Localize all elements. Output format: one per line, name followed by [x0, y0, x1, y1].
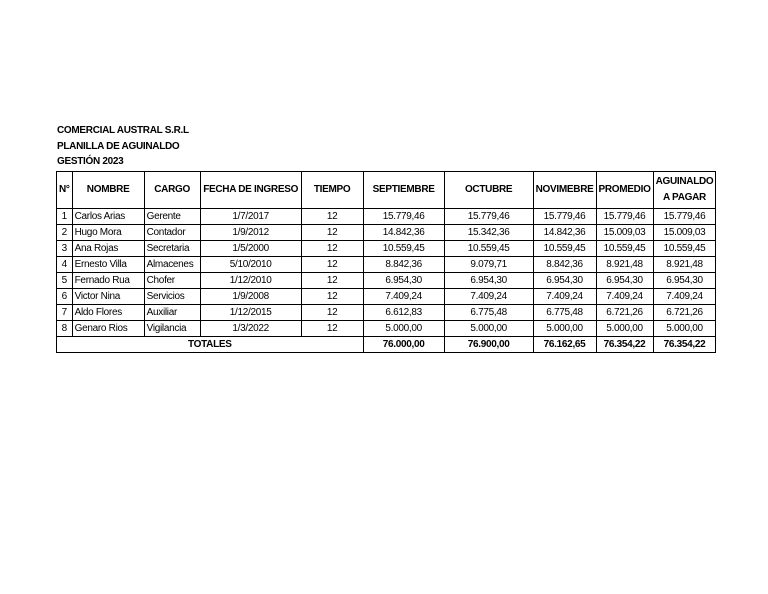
employee-position: Auxiliar — [144, 305, 200, 321]
employee-name: Ernesto Villa — [72, 257, 144, 273]
hire-date: 1/3/2022 — [200, 321, 301, 337]
october-salary: 9.079,71 — [444, 257, 533, 273]
months-worked: 12 — [301, 289, 363, 305]
total-promedio: 76.354,22 — [596, 337, 653, 353]
col-header-nombre: NOMBRE — [72, 172, 144, 209]
row-number: 8 — [57, 321, 73, 337]
table-row — [57, 273, 716, 289]
october-salary: 15.779,46 — [444, 209, 533, 225]
hire-date: 1/12/2015 — [200, 305, 301, 321]
employee-position: Servicios — [144, 289, 200, 305]
average-salary: 15.009,03 — [596, 225, 653, 241]
september-salary: 6.612,83 — [363, 305, 444, 321]
row-number: 5 — [57, 273, 73, 289]
september-salary: 7.409,24 — [363, 289, 444, 305]
months-worked: 12 — [301, 305, 363, 321]
bonus-amount: 6.721,26 — [653, 305, 716, 321]
col-header-tiempo: TIEMPO — [301, 172, 363, 209]
bonus-amount: 8.921,48 — [653, 257, 716, 273]
table-header-row — [57, 172, 716, 209]
employee-name: Victor Nina — [72, 289, 144, 305]
employee-name: Hugo Mora — [72, 225, 144, 241]
november-salary: 8.842,36 — [533, 257, 596, 273]
average-salary: 7.409,24 — [596, 289, 653, 305]
october-salary: 6.775,48 — [444, 305, 533, 321]
hire-date: 5/10/2010 — [200, 257, 301, 273]
months-worked: 12 — [301, 209, 363, 225]
table-row — [57, 289, 716, 305]
col-header-n: N° — [57, 172, 73, 209]
total-aguinaldo: 76.354,22 — [653, 337, 716, 353]
total-septiembre: 76.000,00 — [363, 337, 444, 353]
average-salary: 6.721,26 — [596, 305, 653, 321]
september-salary: 14.842,36 — [363, 225, 444, 241]
months-worked: 12 — [301, 321, 363, 337]
totals-row — [57, 337, 716, 353]
october-salary: 7.409,24 — [444, 289, 533, 305]
row-number: 4 — [57, 257, 73, 273]
average-salary: 5.000,00 — [596, 321, 653, 337]
november-salary: 15.779,46 — [533, 209, 596, 225]
col-header-noviembre: NOVIMEBRE — [533, 172, 596, 209]
row-number: 7 — [57, 305, 73, 321]
employee-position: Gerente — [144, 209, 200, 225]
employee-position: Chofer — [144, 273, 200, 289]
employee-name: Ana Rojas — [72, 241, 144, 257]
col-header-cargo: CARGO — [144, 172, 200, 209]
average-salary: 8.921,48 — [596, 257, 653, 273]
hire-date: 1/9/2012 — [200, 225, 301, 241]
employee-name: Fernado Rua — [72, 273, 144, 289]
november-salary: 6.775,48 — [533, 305, 596, 321]
october-salary: 10.559,45 — [444, 241, 533, 257]
document-title: PLANILLA DE AGUINALDO — [57, 141, 180, 152]
table-row — [57, 321, 716, 337]
row-number: 1 — [57, 209, 73, 225]
bonus-amount: 10.559,45 — [653, 241, 716, 257]
table-row — [57, 305, 716, 321]
september-salary: 15.779,46 — [363, 209, 444, 225]
total-noviembre: 76.162,65 — [533, 337, 596, 353]
september-salary: 10.559,45 — [363, 241, 444, 257]
bonus-amount: 15.009,03 — [653, 225, 716, 241]
table-row — [57, 241, 716, 257]
col-header-aguinaldo: AGUINALDO A PAGAR — [653, 172, 716, 209]
months-worked: 12 — [301, 273, 363, 289]
september-salary: 5.000,00 — [363, 321, 444, 337]
total-octubre: 76.900,00 — [444, 337, 533, 353]
september-salary: 6.954,30 — [363, 273, 444, 289]
totals-label: TOTALES — [57, 337, 364, 353]
average-salary: 6.954,30 — [596, 273, 653, 289]
employee-name: Genaro Rios — [72, 321, 144, 337]
table-row — [57, 257, 716, 273]
employee-name: Aldo Flores — [72, 305, 144, 321]
table-row — [57, 209, 716, 225]
company-name: COMERCIAL AUSTRAL S.R.L — [57, 125, 189, 136]
hire-date: 1/12/2010 — [200, 273, 301, 289]
average-salary: 15.779,46 — [596, 209, 653, 225]
october-salary: 6.954,30 — [444, 273, 533, 289]
september-salary: 8.842,36 — [363, 257, 444, 273]
col-header-fecha: FECHA DE INGRESO — [200, 172, 301, 209]
employee-position: Secretaria — [144, 241, 200, 257]
months-worked: 12 — [301, 257, 363, 273]
hire-date: 1/7/2017 — [200, 209, 301, 225]
employee-position: Contador — [144, 225, 200, 241]
november-salary: 5.000,00 — [533, 321, 596, 337]
employee-name: Carlos Arias — [72, 209, 144, 225]
employee-position: Vigilancia — [144, 321, 200, 337]
bonus-amount: 5.000,00 — [653, 321, 716, 337]
bonus-amount: 6.954,30 — [653, 273, 716, 289]
bonus-amount: 7.409,24 — [653, 289, 716, 305]
employee-position: Almacenes — [144, 257, 200, 273]
col-header-octubre: OCTUBRE — [444, 172, 533, 209]
november-salary: 14.842,36 — [533, 225, 596, 241]
november-salary: 7.409,24 — [533, 289, 596, 305]
col-header-promedio: PROMEDIO — [596, 172, 653, 209]
months-worked: 12 — [301, 225, 363, 241]
table-row — [57, 225, 716, 241]
october-salary: 5.000,00 — [444, 321, 533, 337]
col-header-septiembre: SEPTIEMBRE — [363, 172, 444, 209]
payroll-table — [56, 171, 716, 353]
bonus-amount: 15.779,46 — [653, 209, 716, 225]
row-number: 6 — [57, 289, 73, 305]
november-salary: 6.954,30 — [533, 273, 596, 289]
row-number: 3 — [57, 241, 73, 257]
hire-date: 1/5/2000 — [200, 241, 301, 257]
november-salary: 10.559,45 — [533, 241, 596, 257]
months-worked: 12 — [301, 241, 363, 257]
row-number: 2 — [57, 225, 73, 241]
fiscal-year: GESTIÓN 2023 — [57, 156, 124, 167]
average-salary: 10.559,45 — [596, 241, 653, 257]
october-salary: 15.342,36 — [444, 225, 533, 241]
hire-date: 1/9/2008 — [200, 289, 301, 305]
